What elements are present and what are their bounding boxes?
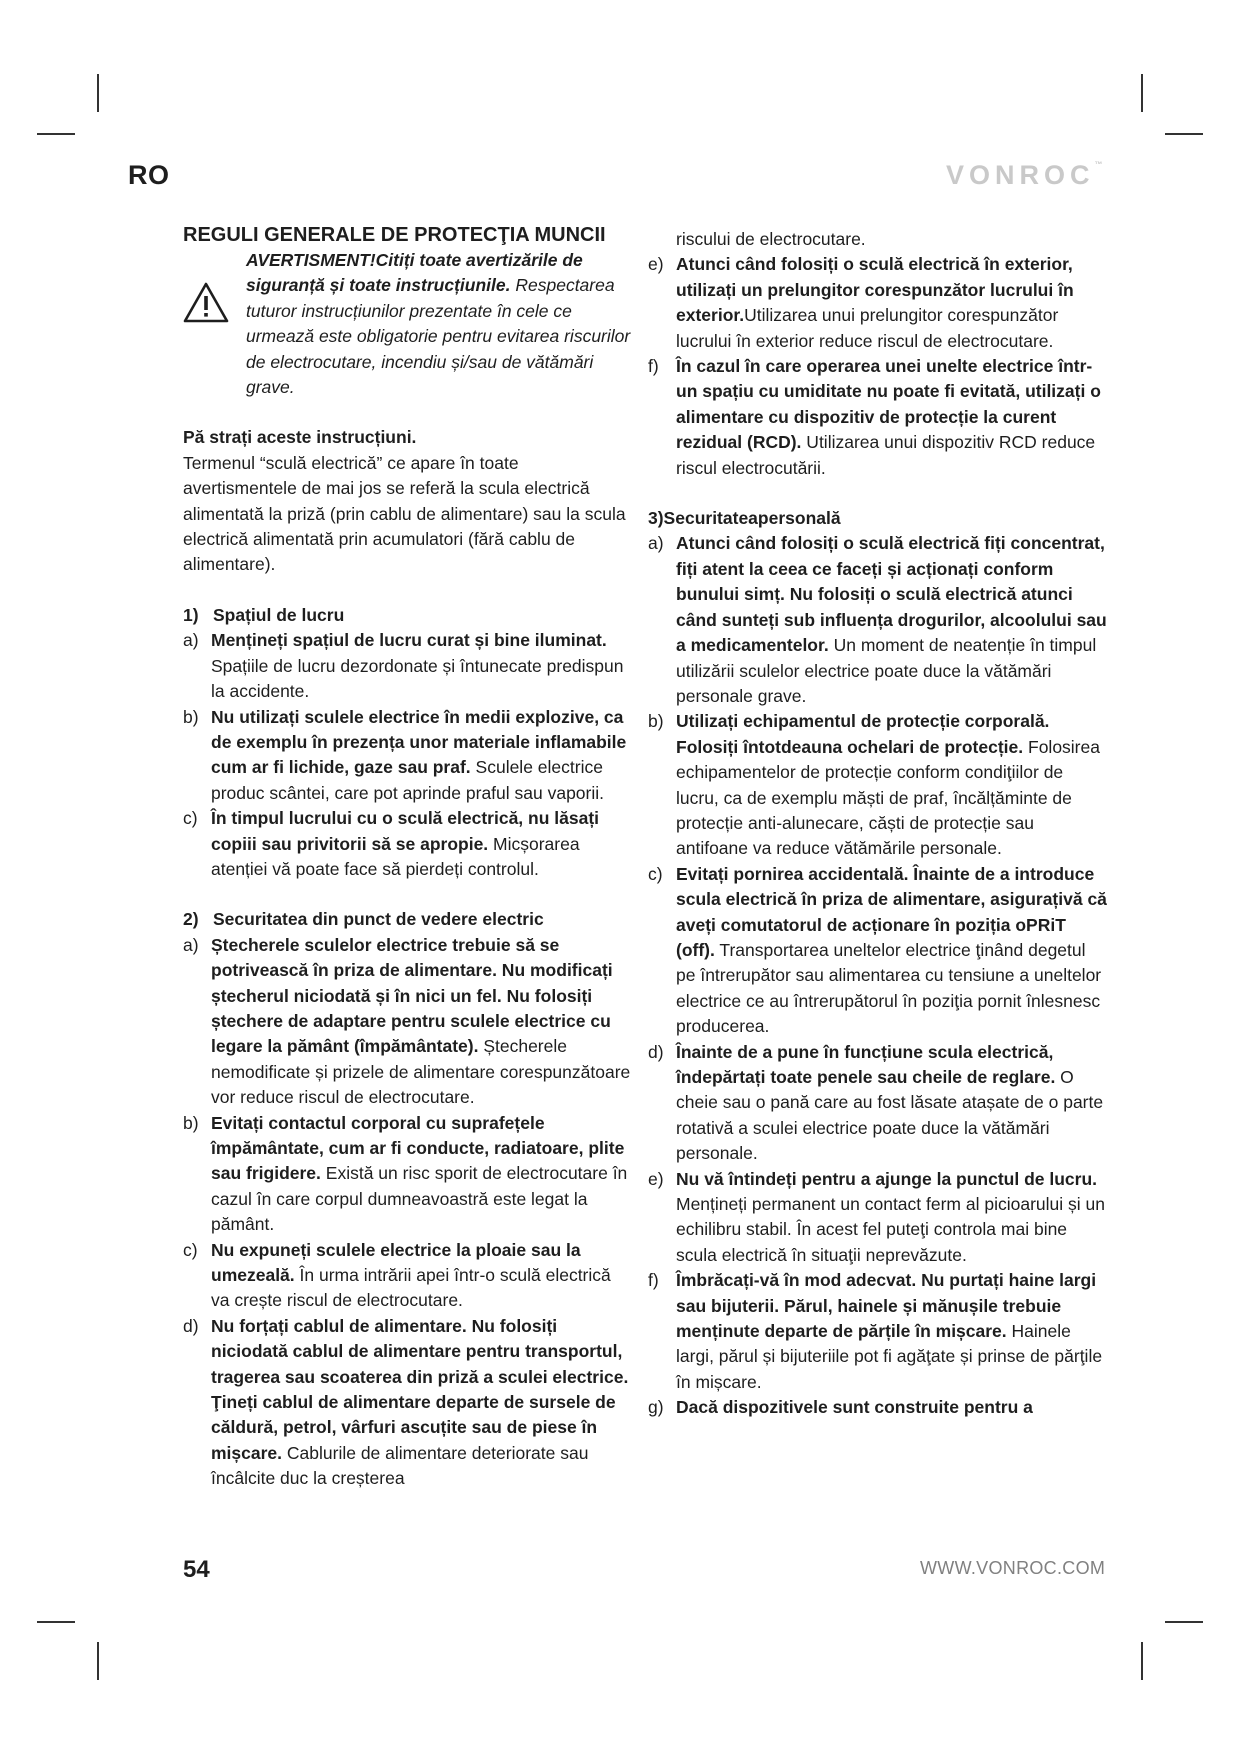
right-column — [648, 227, 1108, 1421]
list-item — [648, 1167, 1108, 1269]
trademark-mark: ™ — [1094, 160, 1103, 169]
item-text: Sculele electrice produc scântei, care pot aprinde praful sau vaporii. — [211, 757, 605, 803]
section-heading-text: Securitatea din punct de vedere electric — [213, 909, 544, 930]
list-item — [648, 709, 1108, 861]
list-item — [648, 1040, 1108, 1167]
item-label: d) — [183, 1315, 199, 1336]
item-text: Un moment de neatenție în timpul utilizării sculelor electrice poate duce la vătămări personale grave. — [676, 635, 1097, 706]
item-label: d) — [648, 1041, 664, 1062]
item-bold: Utilizați echipamentul de protecție corporală. Folosiți întotdeauna ochelari de protecție. — [676, 711, 1050, 757]
section-heading-text: Spațiul de lucru — [213, 604, 345, 625]
item-text: Utilizarea unui prelungitor corespunzător lucrului în exterior reduce riscul de electrocutare. — [676, 305, 1059, 351]
section-number: 2) — [183, 909, 199, 930]
keep-instructions-title: Pă strați aceste instrucțiuni. — [183, 427, 417, 448]
section-title: REGULI GENERALE DE PROTECŢIA MUNCII — [183, 224, 606, 246]
item-bold: Evitați pornirea accidentală. Înainte de a introduce scula electrică în priza de alimentare, asigurațivă că aveți comutatorul de acționare în poziția oPRiT (off). — [676, 863, 1107, 960]
item-bold: Ștecherele sculelor electrice trebuie să se potrivească în priza de alimentare. Nu modificați ștecherul niciodată și în nici un fel. Nu folosiți ștechere de adaptare pentru sculele electrice cu legare la pământ (împământate). — [211, 934, 613, 1057]
item-label: a) — [183, 934, 199, 955]
item-bold: În cazul în care operarea unei unelte electrice într-un spațiu cu umiditate nu poate fi evitată, utilizați o alimentare cu dispozitiv de protecție la curent rezidual (RCD). — [676, 356, 1101, 453]
section-heading — [183, 907, 633, 932]
language-code: RO — [128, 160, 170, 190]
list-item — [183, 933, 633, 1111]
brand-logo — [946, 160, 1103, 191]
crop-mark — [1141, 74, 1143, 112]
item-text: Transportarea uneltelor electrice ţinând degetul pe întrerupător sau alimentarea cu tensiune a uneltelor electrice ce au întrerupătorul în poziţia pornit înlesnesc producerea. — [676, 939, 1102, 1037]
list-item — [648, 862, 1108, 1040]
list-item — [648, 1395, 1108, 1420]
crop-mark — [1141, 1642, 1143, 1680]
continued-text — [648, 227, 1108, 252]
item-text: O cheie sau o pană care au fost lăsate atașate de o parte rotativă a sculei electrice poate duce la vătămări personale. — [676, 1067, 1104, 1164]
item-text: Utilizarea unui dispozitiv RCD reduce riscul electrocutării. — [676, 432, 1096, 478]
item-bold: Evitați contactul corporal cu suprafețele împământate, cum ar fi conducte, radiatoare, plite sau frigidere. — [211, 1112, 625, 1184]
intro-paragraph: Termenul “sculă electrică” ce apare în toate avertismentele de mai jos se referă la scula electrică alimentată la priză (prin cablu de alimentare) sau la scula electrică alimentată prin acumulatori (fără cablu de alimentare). — [183, 452, 626, 575]
item-label: c) — [183, 808, 198, 829]
website-url: WWW.VONROC.COM — [920, 1558, 1106, 1578]
item-text: Spațiile de lucru dezordonate și întunecate predispun la accidente. — [211, 655, 624, 702]
item-label: c) — [648, 863, 663, 884]
crop-mark — [97, 1642, 99, 1680]
item-label: g) — [648, 1397, 664, 1418]
section-number: 1) — [183, 604, 199, 625]
list-item — [183, 1111, 633, 1238]
list-item — [183, 1314, 633, 1492]
item-bold: Nu expuneți sculele electrice la ploaie sau la umezeală. — [211, 1239, 581, 1286]
list-item — [183, 1238, 633, 1314]
list-item — [648, 354, 1108, 481]
item-text: Folosirea echipamentelor de protecție conform condiţiilor de lucru, ca de exemplu măști de praf, încălțăminte de protecție anti-alunecare, căști de protecție sau antifoane va reduce vătămările personale. — [676, 736, 1100, 859]
item-bold: Atunci când folosiți o sculă electrică în exterior, utilizați un prelungitor corespunzător lucrului în exterior. — [676, 254, 1074, 326]
item-label: b) — [648, 711, 664, 732]
list-item — [183, 806, 633, 882]
warning-block — [183, 248, 633, 400]
crop-mark — [37, 1621, 75, 1623]
left-column — [183, 223, 633, 1492]
item-bold: Înainte de a pune în funcțiune scula electrică, îndepărtați toate penele sau cheile de reglare. — [676, 1041, 1056, 1087]
list-item — [648, 252, 1108, 354]
crop-mark — [1165, 1621, 1203, 1623]
item-text: În urma intrării apei într-o sculă electrică va crește riscul de electrocutare. — [211, 1265, 611, 1311]
item-text: Mențineți permanent un contact ferm al picioarului și un echilibru stabil. În acest fel puteţi controla mai bine scula electrică în situaţii neprevăzute. — [676, 1194, 1105, 1265]
item-text: Ștecherele nemodificate și prizele de alimentare corespunzătoare vor reduce riscul de electrocutare. — [211, 1036, 631, 1108]
list-item — [183, 628, 633, 704]
item-bold: Atunci când folosiți o sculă electrică fiți concentrat, fiți atent la ceea ce faceți și acționați conform bunului simț. Nu folosiți o sculă electrică atunci când sunteți sub influența drogurilor, alcoolului sau a medicamentelor. — [676, 533, 1107, 656]
list-item — [183, 705, 633, 807]
crop-mark — [97, 74, 99, 112]
item-label: a) — [648, 533, 664, 554]
item-label: e) — [648, 254, 664, 275]
section-heading — [183, 603, 633, 628]
item-text: Micșorarea atenției vă poate face să pierdeți controlul. — [211, 833, 580, 879]
section-heading: 3)Securitateapersonală — [648, 508, 841, 529]
item-text: Există un risc sporit de electrocutare în cazul în care corpul dumneavoastră este legat la pământ. — [211, 1163, 628, 1235]
item-bold: Nu vă întindeți pentru a ajunge la punctul de lucru. — [676, 1168, 1098, 1189]
crop-mark — [1165, 133, 1203, 135]
warning-triangle-icon — [183, 282, 229, 323]
item-text: Cablurile de alimentare deteriorate sau încâlcite duc la creșterea — [211, 1442, 589, 1489]
item-bold: Îmbrăcați-vă în mod adecvat. Nu purtați haine largi sau bijuterii. Părul, hainele și mănușile trebuie menținute departe de părțile în mișcare. — [676, 1270, 1097, 1342]
crop-mark — [37, 133, 75, 135]
item-label: b) — [183, 1112, 199, 1133]
item-label: f) — [648, 356, 659, 377]
warning-bold: AVERTISMENT!Citiți toate avertizările de siguranță și toate instrucțiunile. — [246, 250, 583, 296]
item-bold: Nu forțați cablul de alimentare. Nu folosiți niciodată cablul de alimentare pentru transportul, tragerea sau scoaterea din priză a sculei electrice. Ţineți cablul de alimentare departe de sursele de căldură, petrol, vârfuri ascuțite sau de piese în mișcare. — [211, 1315, 629, 1463]
item-label: c) — [183, 1239, 198, 1260]
list-item — [648, 1268, 1108, 1395]
item-bold: În timpul lucrului cu o sculă electrică, nu lăsați copiii sau privitorii să se apropie. — [211, 808, 600, 854]
item-bold: Mențineți spațiul de lucru curat și bine iluminat. — [211, 630, 607, 651]
item-text: Hainele largi, părul și bijuteriile pot fi agăţate și prinse de părţile în mișcare. — [676, 1321, 1103, 1392]
item-text: riscului de electrocutare. — [676, 229, 866, 249]
brand-logo-text: VONROC — [946, 160, 1095, 190]
warning-text: Respectarea tuturor instrucțiunilor prezentate în cele ce urmează este obligatorie pentru evitarea riscurilor de electrocutare, incendiu și/sau de vătămări grave. — [246, 275, 631, 398]
item-label: e) — [648, 1168, 664, 1189]
item-label: a) — [183, 630, 199, 651]
item-bold: Nu utilizați sculele electrice în medii explozive, ca de exemplu în prezența unor materiale inflamabile cum ar fi lichide, gaze sau praf. — [211, 706, 627, 778]
page-number: 54 — [183, 1556, 210, 1583]
item-bold: Dacă dispozitivele sunt construite pentru a — [676, 1397, 1033, 1418]
item-label: f) — [648, 1270, 659, 1291]
list-item — [648, 531, 1108, 709]
item-label: b) — [183, 706, 199, 727]
